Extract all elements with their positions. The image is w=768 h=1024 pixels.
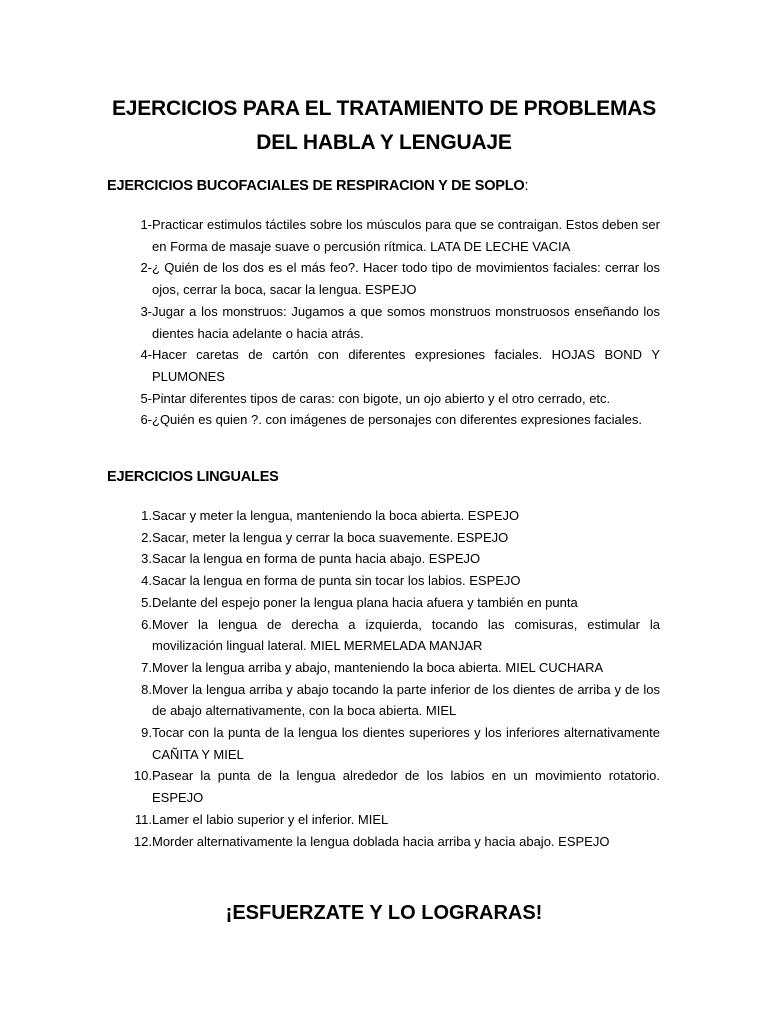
list-item-number-text: 2- (140, 260, 152, 276)
list-item-number (107, 614, 152, 657)
list-item-number (107, 809, 152, 831)
closing-message: ¡ESFUERZATE Y LO LOGRARAS! (225, 902, 543, 924)
section-heading-linguales: EJERCICIOS LINGUALES (107, 469, 279, 485)
list-item-number (107, 388, 152, 410)
page-title (60, 92, 708, 160)
list-item-number-text: 4- (140, 347, 152, 363)
linguales-item-4 (107, 570, 660, 592)
list-item-text: Hacer caretas de cartón con diferentes expresiones faciales. HOJAS BOND Y PLUMONES (152, 347, 660, 384)
list-item-text: Sacar, meter la lengua y cerrar la boca suavemente. ESPEJO (152, 529, 509, 545)
list-item-number (107, 765, 152, 808)
list-item-text: Sacar la lengua en forma de punta sin tocar los labios. ESPEJO (152, 573, 521, 589)
list-item-text: Mover la lengua arriba y abajo tocando la parte inferior de los dientes de arriba y de los de abajo alternativamente, con la boca abierta. MIEL (152, 681, 660, 719)
list-item-text: Lamer el labio superior y el inferior. MIEL (152, 811, 389, 827)
list-item-text: Sacar la lengua en forma de punta hacia abajo. ESPEJO (152, 551, 481, 567)
list-item-number-text: 11. (134, 811, 152, 827)
list-item-text: Tocar con la punta de la lengua los dientes superiores y los inferiores alternativamente CAÑITA Y MIEL (152, 725, 660, 762)
bucofaciales-item-6 (107, 409, 660, 431)
list-item-number (107, 527, 152, 549)
bucofaciales-item-3 (107, 301, 660, 344)
list-item-number (107, 214, 152, 257)
list-item-number (107, 409, 152, 431)
list-item-text: Practicar estimulos táctiles sobre los músculos para que se contraigan. Estos deben ser en Forma de masaje suave o percusión rítmica. LATA DE LECHE VACIA (152, 217, 660, 254)
list-item-number-text: 4. (141, 573, 152, 589)
list-item-number-text: 10. (133, 768, 152, 784)
title-line-1: EJERCICIOS PARA EL TRATAMIENTO DE PROBLEMAS (111, 97, 657, 120)
list-item-number (107, 831, 152, 853)
list-item-number-text: 12. (133, 833, 152, 849)
list-item-number (107, 548, 152, 570)
linguales-item-11 (107, 809, 660, 831)
list-item-number (107, 657, 152, 679)
section-heading-bucofaciales-text: EJERCICIOS BUCOFACIALES DE RESPIRACION Y DE SOPLO (107, 178, 525, 194)
list-item-number (107, 592, 152, 614)
list-item-number-text: 3- (140, 303, 152, 319)
list-item-number-text: 8. (141, 681, 152, 697)
list-item-text: Mover la lengua arriba y abajo, manteniendo la boca abierta. MIEL CUCHARA (152, 659, 604, 675)
linguales-item-6 (107, 614, 660, 657)
list-item-number-text: 5- (140, 390, 152, 406)
list-item-text: Sacar y meter la lengua, manteniendo la boca abierta. ESPEJO (152, 508, 520, 523)
linguales-item-12 (107, 831, 660, 853)
title-line-2: DEL HABLA Y LENGUAJE (256, 131, 512, 154)
list-item-text: ¿ Quién de los dos es el más feo?. Hacer todo tipo de movimientos faciales: cerrar los ojos, cerrar la boca, sacar la lengua. ESPEJO (152, 260, 660, 298)
list-item-number (107, 344, 152, 387)
list-item-number (107, 570, 152, 592)
list-item-number-text: 1- (140, 217, 152, 232)
linguales-item-10 (107, 765, 660, 808)
linguales-item-8 (107, 679, 660, 722)
linguales-item-5 (107, 592, 660, 614)
list-item-number-text: 6. (141, 616, 152, 632)
list-item-number-text: 5. (141, 594, 152, 610)
list-item-text: Pasear la punta de la lengua alrededor de los labios en un movimiento rotatorio. ESPEJO (152, 768, 660, 806)
list-item-number-text: 6- (140, 412, 152, 428)
list-item-number-text: 1. (141, 508, 152, 523)
list-item-number (107, 679, 152, 722)
list-item-number-text: 2. (141, 529, 152, 545)
list-item-number-text: 3. (141, 551, 152, 567)
list-item-number (107, 722, 152, 765)
section-heading-bucofaciales (107, 178, 528, 194)
linguales-item-7 (107, 657, 660, 679)
list-item-number (107, 505, 152, 527)
linguales-item-3 (107, 548, 660, 570)
section-heading-colon: : (524, 178, 529, 194)
list-item-text: Mover la lengua de derecha a izquierda, tocando las comisuras, estimular la movilización lingual lateral. MIEL MERMELADA MANJAR (152, 616, 660, 654)
list-item-number (107, 257, 152, 300)
bucofaciales-list (107, 214, 660, 431)
linguales-list (107, 505, 660, 852)
list-item-text: Pintar diferentes tipos de caras: con bigote, un ojo abierto y el otro cerrado, etc. (152, 390, 611, 406)
list-item-number-text: 9. (141, 725, 152, 741)
list-item-text: Delante del espejo poner la lengua plana hacia afuera y también en punta (152, 594, 578, 610)
bucofaciales-item-1 (107, 214, 660, 257)
linguales-item-1 (107, 505, 660, 527)
linguales-item-2 (107, 527, 660, 549)
list-item-number-text: 7. (141, 659, 152, 675)
bucofaciales-item-2 (107, 257, 660, 300)
list-item-text: Morder alternativamente la lengua doblada hacia arriba y hacia abajo. ESPEJO (152, 833, 610, 849)
list-item-number (107, 301, 152, 344)
list-item-text: Jugar a los monstruos: Jugamos a que somos monstruos monstruosos enseñando los dientes hacia adelante o hacia atrás. (152, 303, 660, 341)
linguales-item-9 (107, 722, 660, 765)
list-item-text: ¿Quién es quien ?. con imágenes de personajes con diferentes expresiones faciales. (152, 412, 642, 428)
bucofaciales-item-5 (107, 388, 660, 410)
bucofaciales-item-4 (107, 344, 660, 387)
